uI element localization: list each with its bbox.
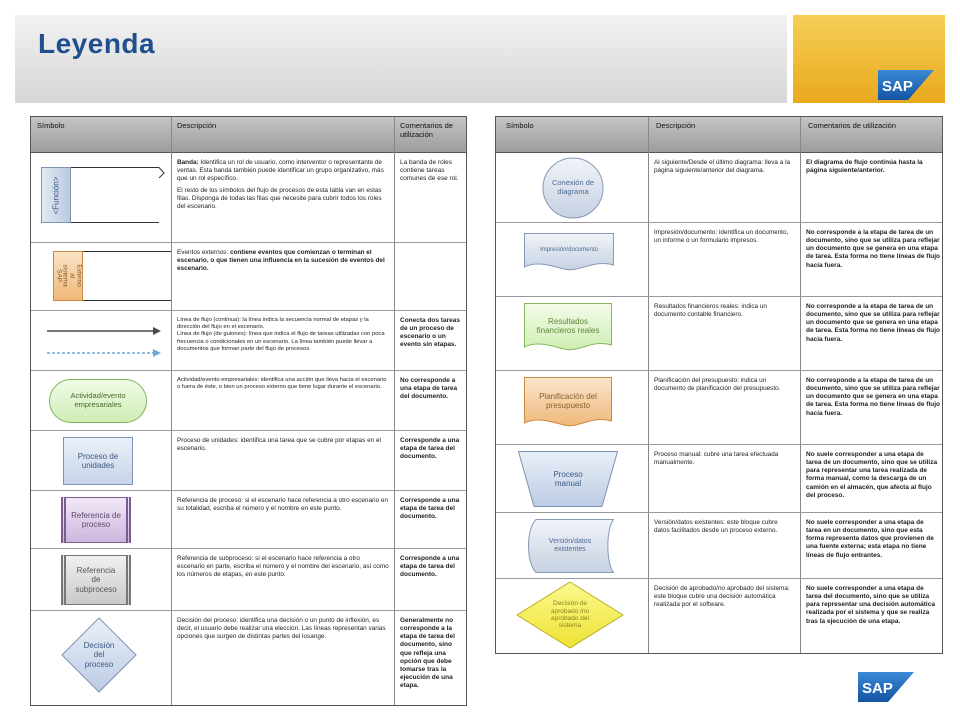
row-comments: La banda de roles contiene tareas comunes de ese rol. <box>400 159 459 183</box>
process-decision-symbol <box>61 617 137 693</box>
row-description: Decisión de aprobado/no aprobado del sistema: este bloque cubre una decisión automática realizada por el software. <box>654 585 790 608</box>
header-description: Descripción <box>656 121 696 130</box>
table-header <box>31 117 466 153</box>
table-row <box>496 371 942 445</box>
table-row <box>496 223 942 297</box>
table-row <box>31 311 466 371</box>
sap-logo <box>878 70 934 100</box>
description-text-2: Línea de flujo (de guiones): línea que indica el flujo de tareas utilizadas con poca frecuencia o condicionales en un escenario. La línea también puede llevar a documentos que forman parte del flujo de procesos. <box>177 331 385 352</box>
description-lead: Banda: <box>177 159 201 166</box>
row-description: Resultados financieros reales: indica un documento contable financiero. <box>654 303 767 318</box>
description-text-2: El resto de los símbolos del flujo de procesos de esta tabla van en estas filas. Disponga de todas las filas que necesite para cubrir todos los roles del escenario. <box>177 187 382 210</box>
row-comments: No suele corresponder a una etapa de tarea en un documento, sino que esta forma representa datos que provienen de una fuente externa; esta etapa no tiene líneas de flujo entrantes. <box>806 519 934 559</box>
row-comments: No corresponde a la etapa de tarea de un documento, sino que se utiliza para reflejar un documento que se genera en una etapa de tarea. Esta forma no tiene líneas de flujo hacia fuera. <box>806 229 941 269</box>
row-description <box>177 159 389 211</box>
budget-planning-symbol <box>524 377 612 429</box>
description-lead: Eventos externos: <box>177 249 230 256</box>
financial-results-symbol <box>524 303 612 353</box>
unit-process-label: Proceso de unidades <box>77 451 119 470</box>
diagram-connector-label: Conexión de diagrama <box>551 178 595 196</box>
header-symbol: Símbolo <box>506 121 534 130</box>
table-header <box>496 117 942 153</box>
table-row <box>31 243 466 311</box>
row-description <box>177 317 389 353</box>
print-document-label: Impresión/documento <box>540 247 598 253</box>
row-description: Proceso manual: cubre una tarea efectuada manualmente. <box>654 451 779 466</box>
table-row <box>496 579 942 653</box>
row-description <box>177 249 389 273</box>
system-decision-symbol <box>516 581 624 649</box>
description-text: contiene eventos que comienzan o terminan el escenario, o que tienen una influencia en la sucesión de eventos del escenario. <box>177 249 385 272</box>
subprocess-reference-label: Referencia de subproceso <box>75 566 117 594</box>
manual-process-symbol <box>518 451 618 507</box>
svg-text:SAP: SAP <box>882 78 913 95</box>
row-description: Referencia de proceso: si el escenario hace referencia a otro escenario en su totalidad, escriba el número y el nombre en este punto. <box>177 497 389 512</box>
description-text: Línea de flujo (continua): la línea indica la secuencia normal de etapas y la dirección del flujo en el escenario. <box>177 317 369 331</box>
row-comments: Generalmente no corresponde a la etapa de tarea del documento, sino que refleja una opción que debe tomarse tras la ejecución de una etapa. <box>400 617 455 689</box>
description-text: Identifica un rol de usuario, como interventor o representante de ventas. Esta banda también puede identificar un grupo organizativo, más que un rol específico. <box>177 159 384 182</box>
print-document-symbol <box>524 233 614 273</box>
row-description: Versión/datos existentes: este bloque cubre datos facilitados desde un proceso externo. <box>654 519 778 534</box>
manual-process-label: Proceso manual <box>553 469 583 488</box>
system-decision-label: Decisión de aprobado /no aprobado del sistema <box>550 600 590 630</box>
header-description: Descripción <box>177 121 217 130</box>
table-row <box>31 549 466 611</box>
table-row <box>31 153 466 243</box>
row-description: Referencia de subproceso: si el escenario hace referencia a otro escenario en parte, escriba el número y el nombre del escenario, así como los números de etapas, en este punto. <box>177 555 389 578</box>
table-row <box>496 513 942 579</box>
svg-text:SAP: SAP <box>862 680 893 697</box>
row-comments: No suele corresponder a una etapa de tarea de un documento, sino que se utiliza para representar una tarea realizada de forma manual, como la descarga de un camión en el almacén, que afecta al flujo del proceso. <box>806 451 938 499</box>
row-description: Impresión/documento: identifica un documento, un informe o un formulario impresos. <box>654 229 789 244</box>
budget-planning-label: Planificación del presupuesto <box>539 391 597 410</box>
process-decision-label: Decisión del proceso <box>83 641 115 669</box>
table-row <box>31 371 466 431</box>
swimlane-lines <box>71 167 171 223</box>
row-description: Planificación del presupuesto: indica un documento de planificación del presupuesto. <box>654 377 781 392</box>
row-description: Al siguiente/Desde el último diagrama: lleva a la página siguiente/anterior del diagrama. <box>654 159 791 174</box>
table-row <box>496 153 942 223</box>
table-row <box>31 431 466 491</box>
business-activity-label: Actividad/evento empresariales <box>70 391 126 409</box>
header-comments: Comentarios de utilización <box>808 121 896 130</box>
table-row <box>31 611 466 706</box>
diagram-connector-symbol <box>540 157 606 219</box>
sap-logo-footer <box>858 672 914 702</box>
swimlane-label: <Función> <box>51 176 61 214</box>
external-event-symbol <box>53 251 83 301</box>
row-description: Proceso de unidades: identifica una tarea que se cubre por etapas en el escenario. <box>177 437 381 452</box>
existing-data-label: Versión/datos existentes <box>548 537 592 553</box>
header-symbol: Símbolo <box>37 121 65 130</box>
header-comments: Comentarios de utilización <box>400 121 453 139</box>
row-comments: No corresponde a una etapa de tarea del documento. <box>400 377 458 401</box>
row-comments: No corresponde a la etapa de tarea de un documento, sino que se utiliza para reflejar un documento que se genera en una etapa de tarea. Esta forma no tiene líneas de flujo hacia fuera. <box>806 377 941 417</box>
table-row <box>496 445 942 513</box>
subprocess-reference-symbol <box>61 555 131 605</box>
row-description: Actividad/evento empresariales: identifica una acción que lleva hacia el escenario o fuera de éste, o bien un proceso externo que tiene lugar durante el escenario. <box>177 377 387 391</box>
process-reference-symbol <box>61 497 131 543</box>
row-comments: No suele corresponder a una etapa de tarea del documento, sino que se utiliza para representar una decisión automática realizada por el sistema y que se realiza tras la ejecución de una etapa. <box>806 585 935 625</box>
external-event-label: Externo al sistema SAP <box>55 264 83 288</box>
row-comments: Corresponde a una etapa de tarea del documento. <box>400 437 460 461</box>
swimlane-symbol <box>41 167 71 223</box>
process-reference-label: Referencia de proceso <box>71 510 121 529</box>
row-comments: Corresponde a una etapa de tarea del documento. <box>400 497 460 521</box>
table-row <box>31 491 466 549</box>
page-title: Leyenda <box>38 28 156 59</box>
row-comments: Conecta dos tareas de un proceso de escenario o un evento sin etapas. <box>400 317 460 349</box>
unit-process-symbol <box>63 437 133 485</box>
row-comments: El diagrama de flujo continúa hasta la página siguiente/anterior. <box>806 159 923 175</box>
external-event-lines <box>83 251 173 303</box>
row-comments: No corresponde a la etapa de tarea de un documento, sino que se utiliza para reflejar un documento que se genera en una etapa de tarea. Esta forma no tiene líneas de flujo hacia fuera. <box>806 303 941 343</box>
financial-results-label: Resultados financieros reales <box>536 316 600 335</box>
row-comments: Corresponde a una etapa de tarea del documento. <box>400 555 460 579</box>
flow-line-icons <box>45 323 165 363</box>
business-activity-symbol <box>49 379 147 423</box>
table-row <box>496 297 942 371</box>
existing-data-symbol <box>526 519 614 573</box>
legend-table-right <box>495 116 943 654</box>
row-description: Decisión del proceso: identifica una decisión o un punto de inflexión, es decir, el usuario debe realizar una elección. Las líneas representan varias opciones que surgen de distintas partes del losange. <box>177 617 386 640</box>
legend-table-left <box>30 116 467 706</box>
